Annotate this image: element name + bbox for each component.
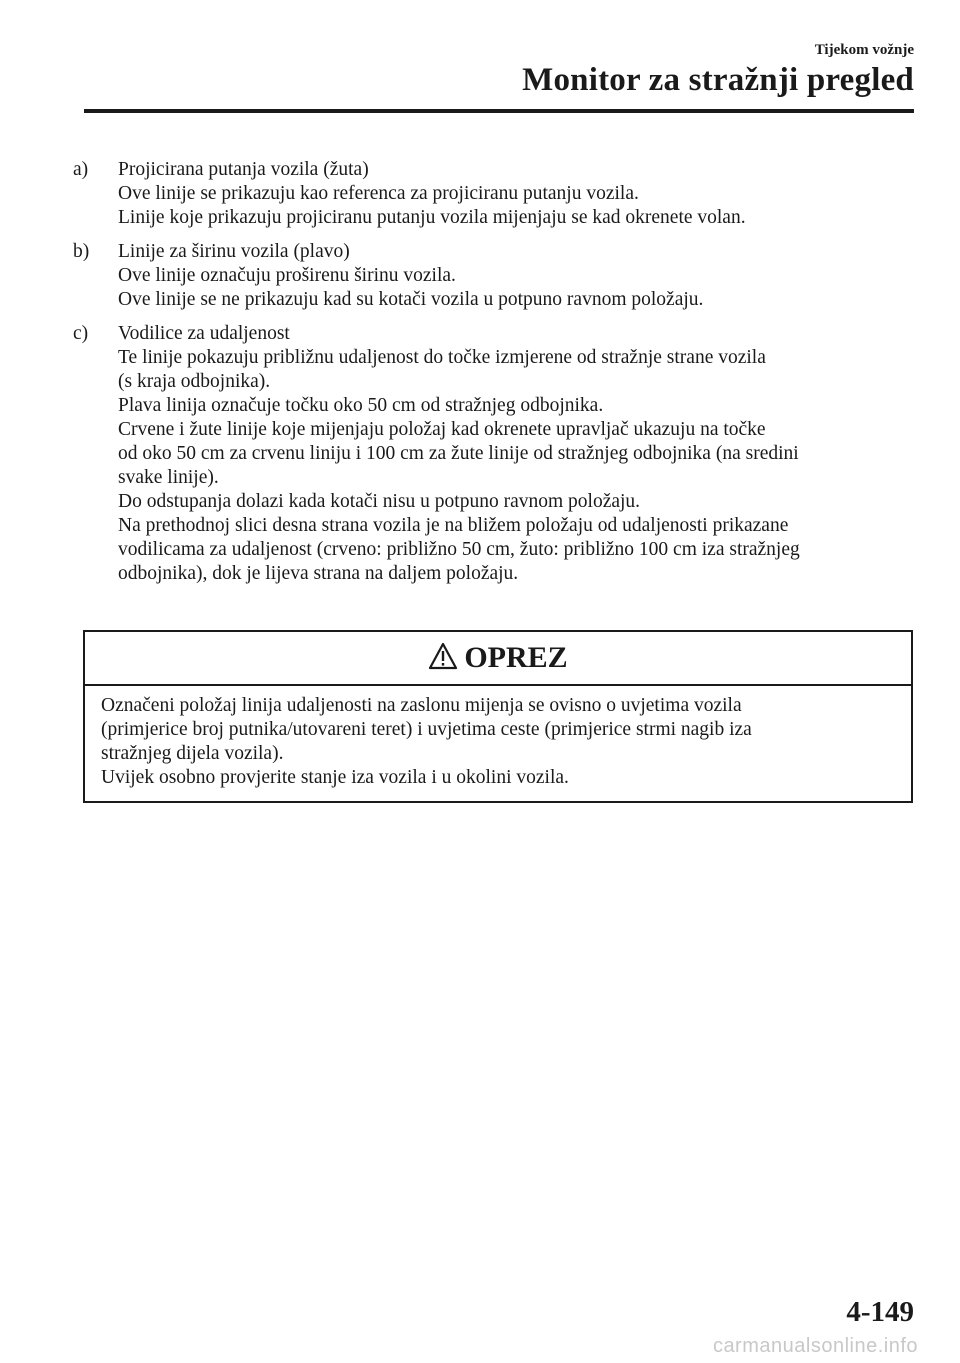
item-text-line: odbojnika), dok je lijeva strana na daljem položaju.: [118, 563, 519, 584]
list-item-c: [73, 322, 923, 586]
item-heading: Vodilice za udaljenost: [118, 323, 290, 344]
header-section-label: Tijekom vožnje: [814, 42, 914, 58]
warning-triangle-icon: [428, 642, 458, 675]
item-text-line: Ove linije označuju proširenu širinu vozila.: [118, 265, 456, 286]
item-text-line: vodilicama za udaljenost (crveno: približno 50 cm, žuto: približno 100 cm iza stražnjeg: [118, 539, 800, 560]
item-text-line: Plava linija označuje točku oko 50 cm od stražnjeg odbojnika.: [118, 395, 604, 416]
page-number: 4-149: [846, 1296, 914, 1328]
caution-box: [83, 630, 913, 803]
watermark: carmanualsonline.info: [712, 1335, 918, 1357]
item-heading: Projicirana putanja vozila (žuta): [118, 159, 369, 180]
caution-text-line: Označeni položaj linija udaljenosti na zaslonu mijenja se ovisno o uvjetima vozila: [101, 695, 742, 716]
list-item-body: [118, 158, 923, 230]
list-marker: a): [73, 159, 89, 180]
caution-text-line: stražnjeg dijela vozila).: [101, 743, 284, 764]
page-title: Monitor za stražnji pregled: [522, 62, 914, 98]
definition-list: [73, 158, 923, 596]
item-text-line: Linije koje prikazuju projiciranu putanju vozila mijenjaju se kad okrenete volan.: [118, 207, 746, 228]
item-text-line: Crvene i žute linije koje mijenjaju položaj kad okrenete upravljač ukazuju na točke: [118, 419, 766, 440]
header-rule: [84, 109, 914, 113]
caution-text-line: (primjerice broj putnika/utovareni teret) i uvjetima ceste (primjerice strmi nagib iza: [101, 719, 752, 740]
caution-title: OPREZ: [464, 641, 568, 674]
item-text-line: Ove linije se prikazuju kao referenca za projiciranu putanju vozila.: [118, 183, 639, 204]
item-heading: Linije za širinu vozila (plavo): [118, 241, 350, 262]
list-item-a: [73, 158, 923, 230]
item-text-line: (s kraja odbojnika).: [118, 371, 271, 392]
caution-header: [85, 632, 911, 686]
list-marker: b): [73, 241, 90, 262]
item-text-line: svake linije).: [118, 467, 219, 488]
list-item-body: [118, 240, 923, 312]
list-item-b: [73, 240, 923, 312]
caution-text-line: Uvijek osobno provjerite stanje iza vozila i u okolini vozila.: [101, 767, 569, 788]
caution-text: [85, 686, 911, 790]
item-text-line: Na prethodnoj slici desna strana vozila je na bližem položaju od udaljenosti prikazane: [118, 515, 789, 536]
item-text-line: Do odstupanja dolazi kada kotači nisu u potpuno ravnom položaju.: [118, 491, 641, 512]
list-item-body: [118, 322, 923, 586]
list-marker: c): [73, 323, 89, 344]
item-text-line: Te linije pokazuju približnu udaljenost do točke izmjerene od stražnje strane vozila: [118, 347, 766, 368]
item-text-line: Ove linije se ne prikazuju kad su kotači vozila u potpuno ravnom položaju.: [118, 289, 704, 310]
item-text-line: od oko 50 cm za crvenu liniju i 100 cm za žute linije od stražnjeg odbojnika (na sredini: [118, 443, 799, 464]
